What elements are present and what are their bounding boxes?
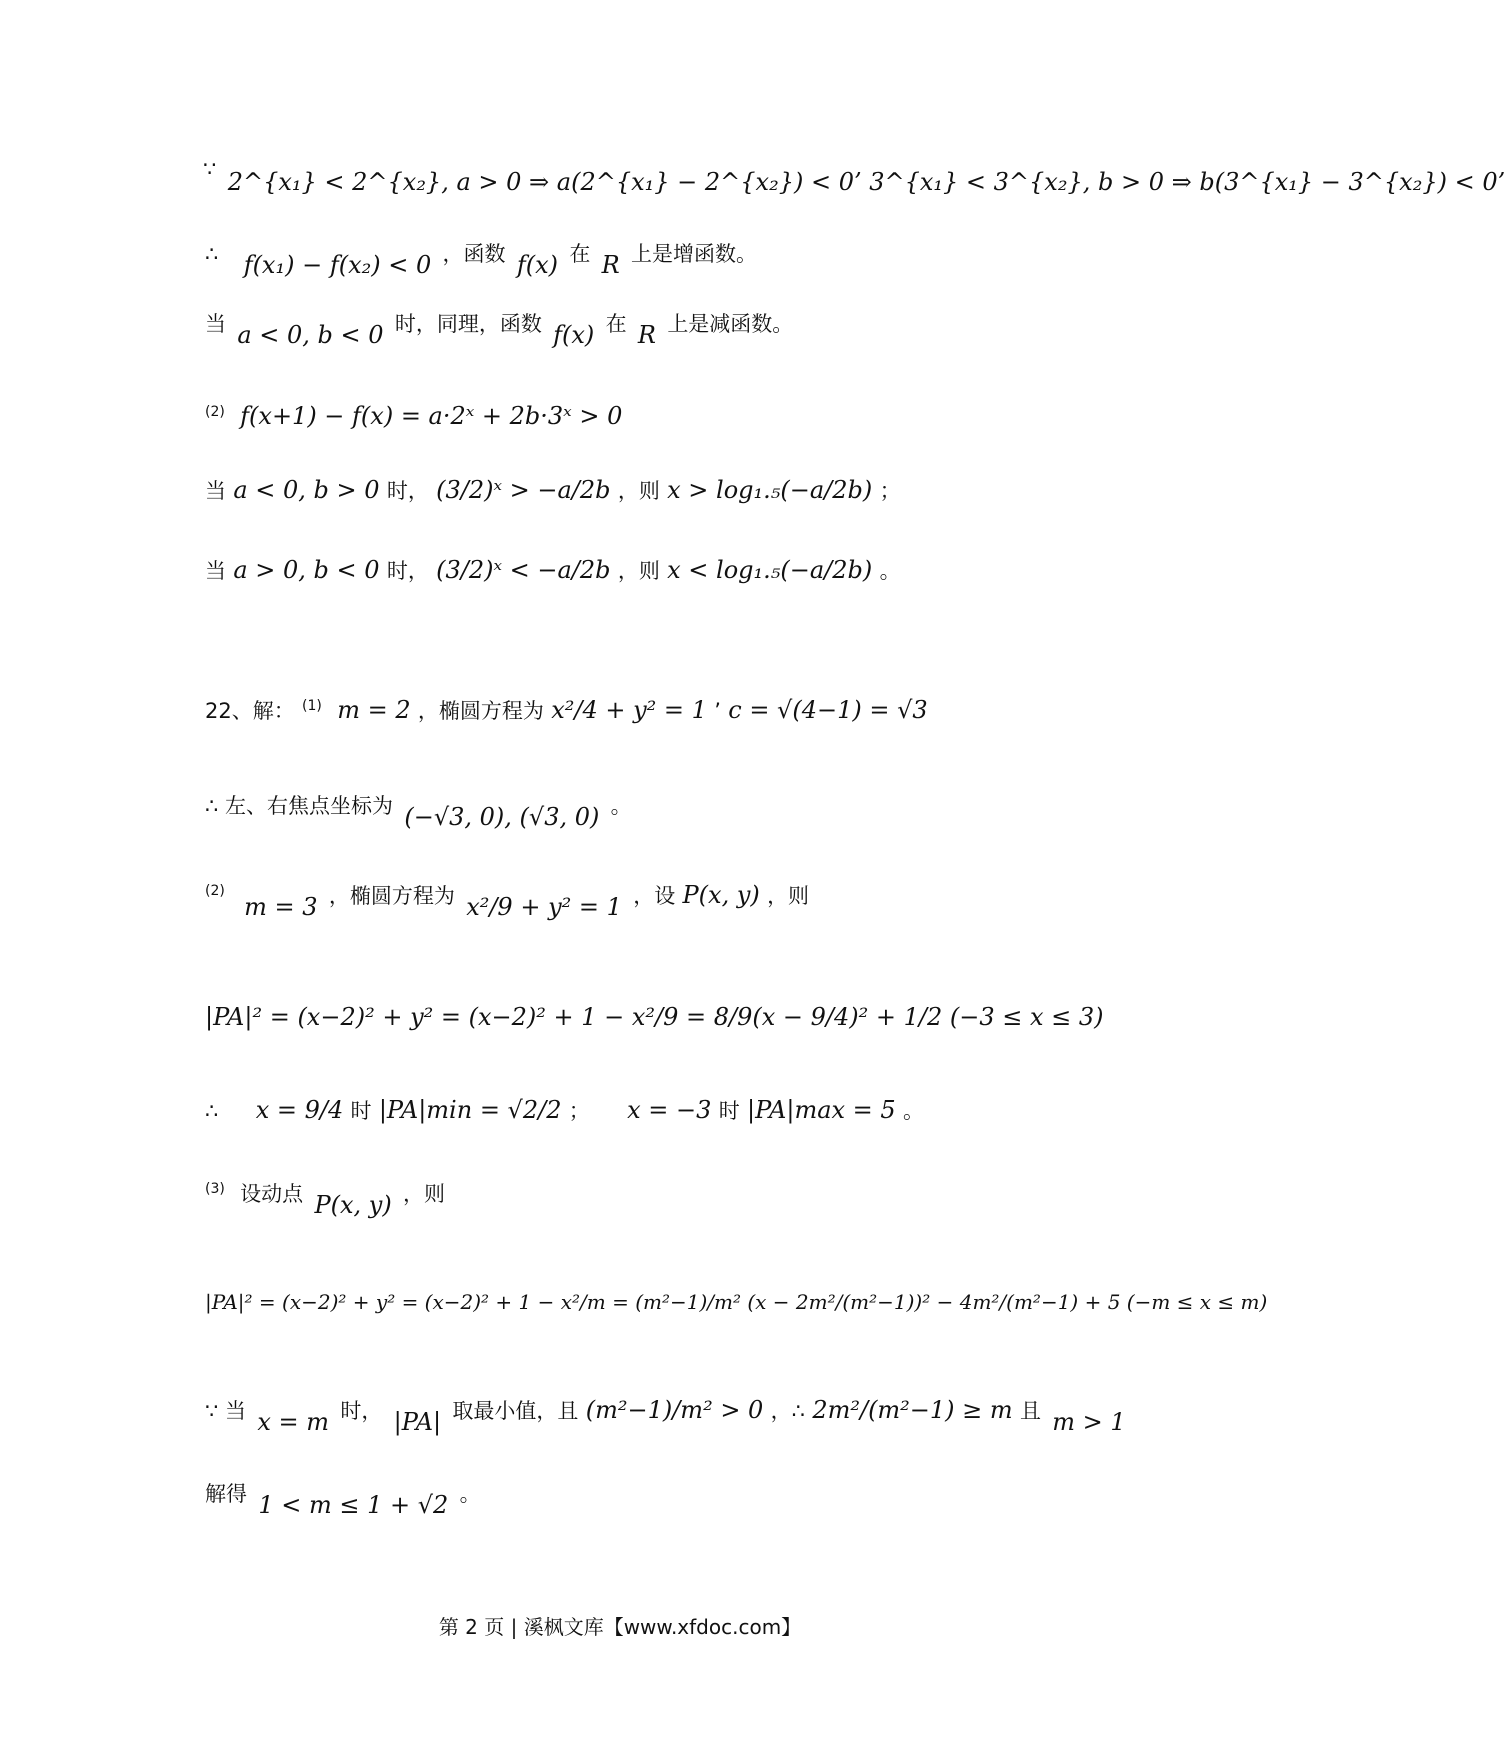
text: ，椭圆方程为 bbox=[328, 884, 455, 908]
formula-condition: a < 0, b > 0 bbox=[233, 476, 380, 504]
text: 设动点 bbox=[240, 1182, 304, 1206]
line-5 bbox=[205, 475, 901, 505]
formula-x-value: x = 9/4 bbox=[255, 1096, 344, 1124]
formula-diff: f(x₁) − f(x₂) < 0 bbox=[243, 251, 432, 279]
formula-vertex-condition: 2m²/(m²−1) ≥ m bbox=[812, 1396, 1013, 1424]
text: ’ bbox=[714, 699, 721, 723]
formula-difference: f(x+1) − f(x) = a·2ˣ + 2b·3ˣ > 0 bbox=[240, 402, 623, 430]
formula-c: c = √(4−1) = √3 bbox=[728, 696, 928, 724]
part-label: (3) bbox=[205, 1181, 225, 1197]
text: 当 bbox=[205, 479, 226, 503]
text: 时 bbox=[350, 1099, 372, 1123]
formula-x-value: x = −3 bbox=[627, 1096, 712, 1124]
formula-pa-squared: |PA|² = (x−2)² + y² = (x−2)² + 1 − x²/9 = 8/9(x − 9/4)² + 1/2 (−3 ≤ x ≤ 3) bbox=[205, 1003, 1104, 1031]
text: 时， bbox=[340, 1399, 383, 1423]
formula-log: x < log₁.₅(−a/2b) bbox=[667, 556, 873, 584]
formula-pa-min: |PA|min = √2/2 bbox=[378, 1096, 562, 1124]
text: 当 bbox=[205, 312, 226, 336]
line-3 bbox=[205, 308, 794, 349]
formula-ellipse: x²/9 + y² = 1 bbox=[466, 893, 622, 921]
part-label: (1) bbox=[302, 698, 322, 714]
text: ； bbox=[568, 1099, 590, 1123]
text: 。 bbox=[903, 1099, 924, 1123]
formula-x-eq-m: x = m bbox=[257, 1408, 330, 1436]
formula-fx: f(x) bbox=[516, 251, 559, 279]
text: ，函数 bbox=[442, 242, 506, 266]
line-10 bbox=[205, 1003, 1104, 1031]
formula-m: m = 2 bbox=[337, 696, 411, 724]
text: 上是增函数。 bbox=[631, 242, 758, 266]
text: 上是减函数。 bbox=[667, 312, 794, 336]
formula-point: P(x, y) bbox=[314, 1191, 392, 1219]
because-when: ∵ 当 bbox=[205, 1399, 247, 1423]
text: ； bbox=[879, 479, 901, 503]
formula-R: R bbox=[601, 251, 620, 279]
line-15 bbox=[205, 1478, 481, 1519]
text: ∴ 左、右焦点坐标为 bbox=[205, 794, 394, 818]
text: 时 bbox=[718, 1099, 740, 1123]
formula-m: m = 3 bbox=[244, 893, 318, 921]
part-label: (2) bbox=[205, 883, 225, 899]
formula-coefficient: (m²−1)/m² > 0 bbox=[585, 1396, 764, 1424]
formula-point: P(x, y) bbox=[682, 881, 760, 909]
text: 当 bbox=[205, 559, 226, 583]
text: 。 bbox=[879, 559, 901, 583]
text: 时， bbox=[386, 559, 429, 583]
formula-ellipse: x²/4 + y² = 1 bbox=[551, 696, 707, 724]
line-8 bbox=[205, 790, 632, 831]
line-14 bbox=[205, 1395, 1130, 1436]
text: ，则 bbox=[617, 479, 660, 503]
text: 。 bbox=[610, 794, 632, 818]
formula-inequality: (3/2)ˣ < −a/2b bbox=[436, 556, 611, 584]
text: ，则 bbox=[767, 884, 810, 908]
line-13 bbox=[205, 1290, 1267, 1314]
therefore-symbol: ∴ bbox=[205, 242, 219, 266]
line-9 bbox=[205, 880, 810, 921]
line-1 bbox=[203, 157, 1505, 196]
text: ，椭圆方程为 bbox=[417, 699, 544, 723]
text: 时，同理，函数 bbox=[394, 312, 542, 336]
formula-solution: 1 < m ≤ 1 + √2 bbox=[258, 1491, 449, 1519]
formula-pa-max: |PA|max = 5 bbox=[747, 1096, 896, 1124]
formula-condition: a < 0, b < 0 bbox=[237, 321, 384, 349]
text: 。 bbox=[459, 1482, 481, 1506]
formula-m-gt-1: m > 1 bbox=[1052, 1408, 1126, 1436]
formula-foci: (−√3, 0), (√3, 0) bbox=[404, 803, 600, 831]
line-6 bbox=[205, 555, 901, 585]
text: ，设 bbox=[633, 884, 676, 908]
therefore-symbol: ∴ bbox=[205, 1099, 219, 1123]
formula-inequality: (3/2)ˣ > −a/2b bbox=[436, 476, 611, 504]
formula-condition: a > 0, b < 0 bbox=[233, 556, 380, 584]
line-12 bbox=[205, 1178, 446, 1219]
formula-fx: f(x) bbox=[553, 321, 595, 349]
line-7 bbox=[205, 695, 928, 725]
text: ，则 bbox=[617, 559, 660, 583]
because-symbol: ∵ bbox=[203, 157, 217, 181]
formula-pa-squared-general: |PA|² = (x−2)² + y² = (x−2)² + 1 − x²/m = (m²−1)/m² (x − 2m²/(m²−1))² − 4m²/(m²−1) + 5 (−m ≤ x ≤ m) bbox=[205, 1290, 1268, 1314]
formula-pa: |PA| bbox=[393, 1408, 442, 1436]
text: 且 bbox=[1019, 1399, 1041, 1423]
line-4 bbox=[205, 402, 622, 430]
formula-R: R bbox=[637, 321, 656, 349]
problem-number: 22、解： bbox=[205, 699, 295, 723]
formula-exp-compare: 2^{x₁} < 2^{x₂}, a > 0 ⇒ a(2^{x₁} − 2^{x₂}) < 0’ 3^{x₁} < 3^{x₂}, b > 0 ⇒ b(3^{x₁} − 3^{x₂}) < 0’ bbox=[227, 168, 1505, 196]
part-label: (2) bbox=[205, 404, 225, 420]
formula-log: x > log₁.₅(−a/2b) bbox=[667, 476, 873, 504]
text: 解得 bbox=[205, 1482, 247, 1506]
text: 在 bbox=[605, 312, 627, 336]
text: ，∴ bbox=[770, 1399, 806, 1423]
line-2 bbox=[205, 238, 758, 279]
text: ，则 bbox=[403, 1182, 446, 1206]
line-11 bbox=[205, 1095, 924, 1125]
page-footer: 第 2 页 | 溪枫文库【www.xfdoc.com】 bbox=[438, 1615, 802, 1639]
text: 时， bbox=[386, 479, 429, 503]
text: 取最小值，且 bbox=[452, 1399, 579, 1423]
text: 在 bbox=[569, 242, 591, 266]
